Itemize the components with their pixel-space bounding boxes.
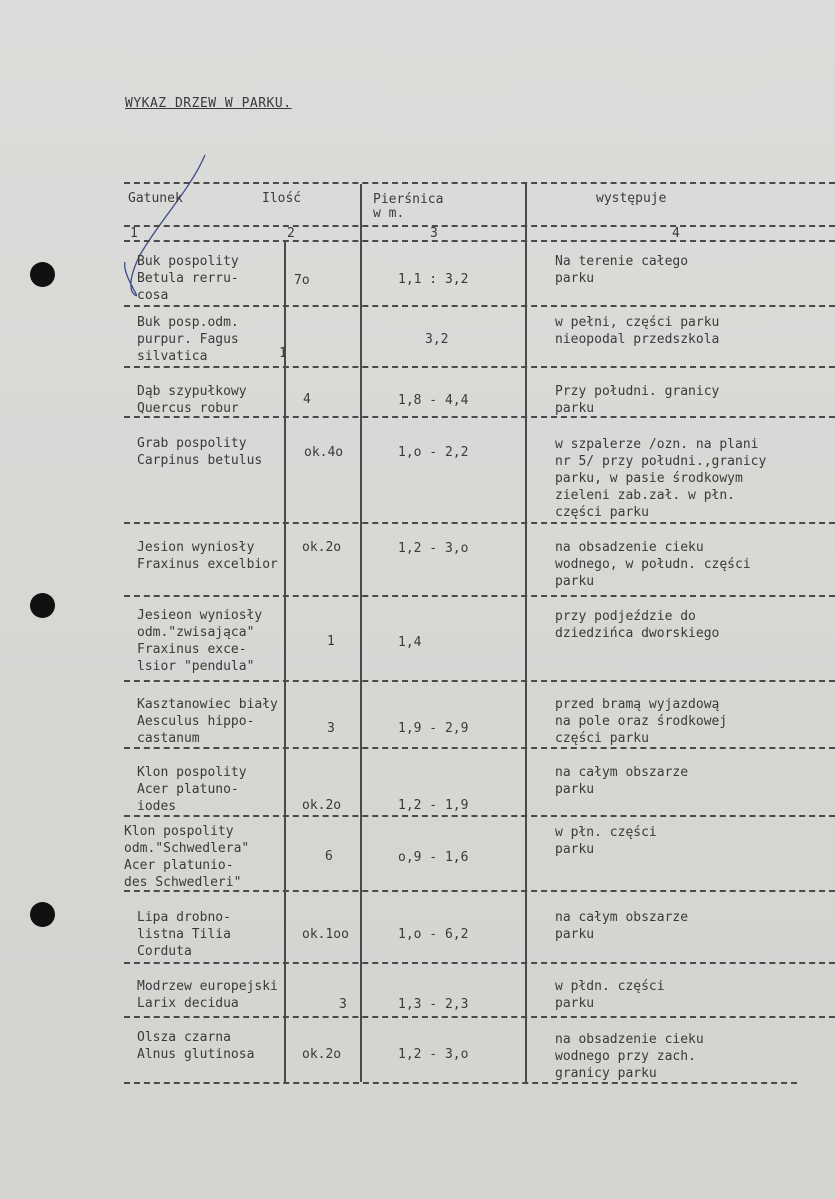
row-5-species: Jesion wyniosły Fraxinus excelbior <box>137 540 278 572</box>
row-5-occurrence: na obsadzenie cieku wodnego, w połudn. części parku <box>555 540 751 589</box>
row-12-occurrence: na obsadzenie cieku wodnego przy zach. granicy parku <box>555 1032 704 1081</box>
row-rule-2 <box>124 366 835 368</box>
table-bottom-rule <box>124 1082 797 1084</box>
row-12-girth: 1,2 - 3,o <box>398 1047 469 1062</box>
row-10-count: ok.1oo <box>302 927 349 942</box>
column-divider-2 <box>284 240 286 1082</box>
row-3-occurrence: Przy południ. granicy parku <box>555 384 720 416</box>
row-7-girth: 1,9 - 2,9 <box>398 721 469 736</box>
row-3-count: 4 <box>303 392 311 407</box>
row-6-count: 1 <box>327 634 335 649</box>
row-rule-5 <box>124 595 835 597</box>
row-1-girth: 1,1 : 3,2 <box>398 272 469 287</box>
column-number-4: 4 <box>672 226 680 241</box>
row-1-occurrence: Na terenie całego parku <box>555 254 689 286</box>
row-10-girth: 1,o - 6,2 <box>398 927 469 942</box>
row-5-count: ok.2o <box>302 540 342 555</box>
row-6-species: Jesieon wyniosły odm."zwisająca" Fraxinus exce- lsior "pendula" <box>137 608 263 674</box>
colnum-rule <box>124 240 835 242</box>
row-12-species: Olsza czarna Alnus glutinosa <box>137 1030 255 1062</box>
row-5-girth: 1,2 - 3,o <box>398 541 469 556</box>
row-6-girth: 1,4 <box>398 635 422 650</box>
row-11-occurrence: w płdn. części parku <box>555 979 665 1011</box>
header-count: Ilość <box>262 191 302 206</box>
punch-hole-middle <box>30 593 55 618</box>
table-top-rule <box>124 182 835 184</box>
punch-hole-top <box>30 262 55 287</box>
row-4-girth: 1,o - 2,2 <box>398 445 469 460</box>
column-divider-4 <box>525 184 527 1082</box>
column-number-1: 1 <box>130 226 138 241</box>
row-2-occurrence: w pełni, części parku nieopodal przedszkola <box>555 315 720 347</box>
row-1-species: Buk pospolity Betula rerru- cosa <box>137 254 239 303</box>
header-occurrence: występuje <box>596 191 667 206</box>
row-11-girth: 1,3 - 2,3 <box>398 997 469 1012</box>
row-rule-8 <box>124 815 835 817</box>
row-9-count: 6 <box>325 849 333 864</box>
row-9-species: Klon pospolity odm."Schwedlera" Acer platunio- des Schwedleri" <box>124 824 250 890</box>
column-number-3: 3 <box>430 226 438 241</box>
row-3-girth: 1,8 - 4,4 <box>398 393 469 408</box>
row-7-occurrence: przed bramą wyjazdową na pole oraz środkowej części parku <box>555 697 728 746</box>
row-3-species: Dąb szypułkowy Quercus robur <box>137 384 247 416</box>
row-8-girth: 1,2 - 1,9 <box>398 798 469 813</box>
row-8-count: ok.2o <box>302 798 342 813</box>
header-girth: Pierśnica w m. <box>373 192 444 221</box>
row-rule-6 <box>124 680 835 682</box>
row-rule-10 <box>124 962 835 964</box>
row-1-count: 7o <box>294 273 310 288</box>
row-rule-1 <box>124 305 835 307</box>
row-4-count: ok.4o <box>304 445 344 460</box>
row-2-girth: 3,2 <box>425 332 449 347</box>
row-11-count: 3 <box>339 997 347 1012</box>
row-4-species: Grab pospolity Carpinus betulus <box>137 436 263 468</box>
row-9-occurrence: w płn. części parku <box>555 825 657 857</box>
document-title: WYKAZ DRZEW W PARKU. <box>125 96 292 111</box>
punch-hole-bottom <box>30 902 55 927</box>
row-2-count: 1 <box>279 346 287 361</box>
row-12-count: ok.2o <box>302 1047 342 1062</box>
row-7-species: Kasztanowiec biały Aesculus hippo- castanum <box>137 697 278 746</box>
row-4-occurrence: w szpalerze /ozn. na plani nr 5/ przy południ.,granicy parku, w pasie środkowym zieleni zab.zał. w płn. części parku <box>555 437 767 520</box>
row-8-occurrence: na całym obszarze parku <box>555 765 689 797</box>
row-10-species: Lipa drobno- listna Tilia Corduta <box>137 910 231 959</box>
row-9-girth: o,9 - 1,6 <box>398 850 469 865</box>
row-6-occurrence: przy podjeździe do dziedzińca dworskiego <box>555 609 720 641</box>
row-rule-11 <box>124 1016 835 1018</box>
row-8-species: Klon pospolity Acer platuno- iodes <box>137 765 247 814</box>
row-10-occurrence: na całym obszarze parku <box>555 910 689 942</box>
column-divider-3 <box>360 184 362 1082</box>
row-rule-4 <box>124 522 835 524</box>
row-2-species: Buk posp.odm. purpur. Fagus silvatica <box>137 315 239 364</box>
row-7-count: 3 <box>327 721 335 736</box>
header-rule <box>124 225 835 227</box>
row-rule-7 <box>124 747 835 749</box>
header-species: Gatunek <box>128 191 183 206</box>
row-11-species: Modrzew europejski Larix decidua <box>137 979 278 1011</box>
column-number-2: 2 <box>287 226 295 241</box>
